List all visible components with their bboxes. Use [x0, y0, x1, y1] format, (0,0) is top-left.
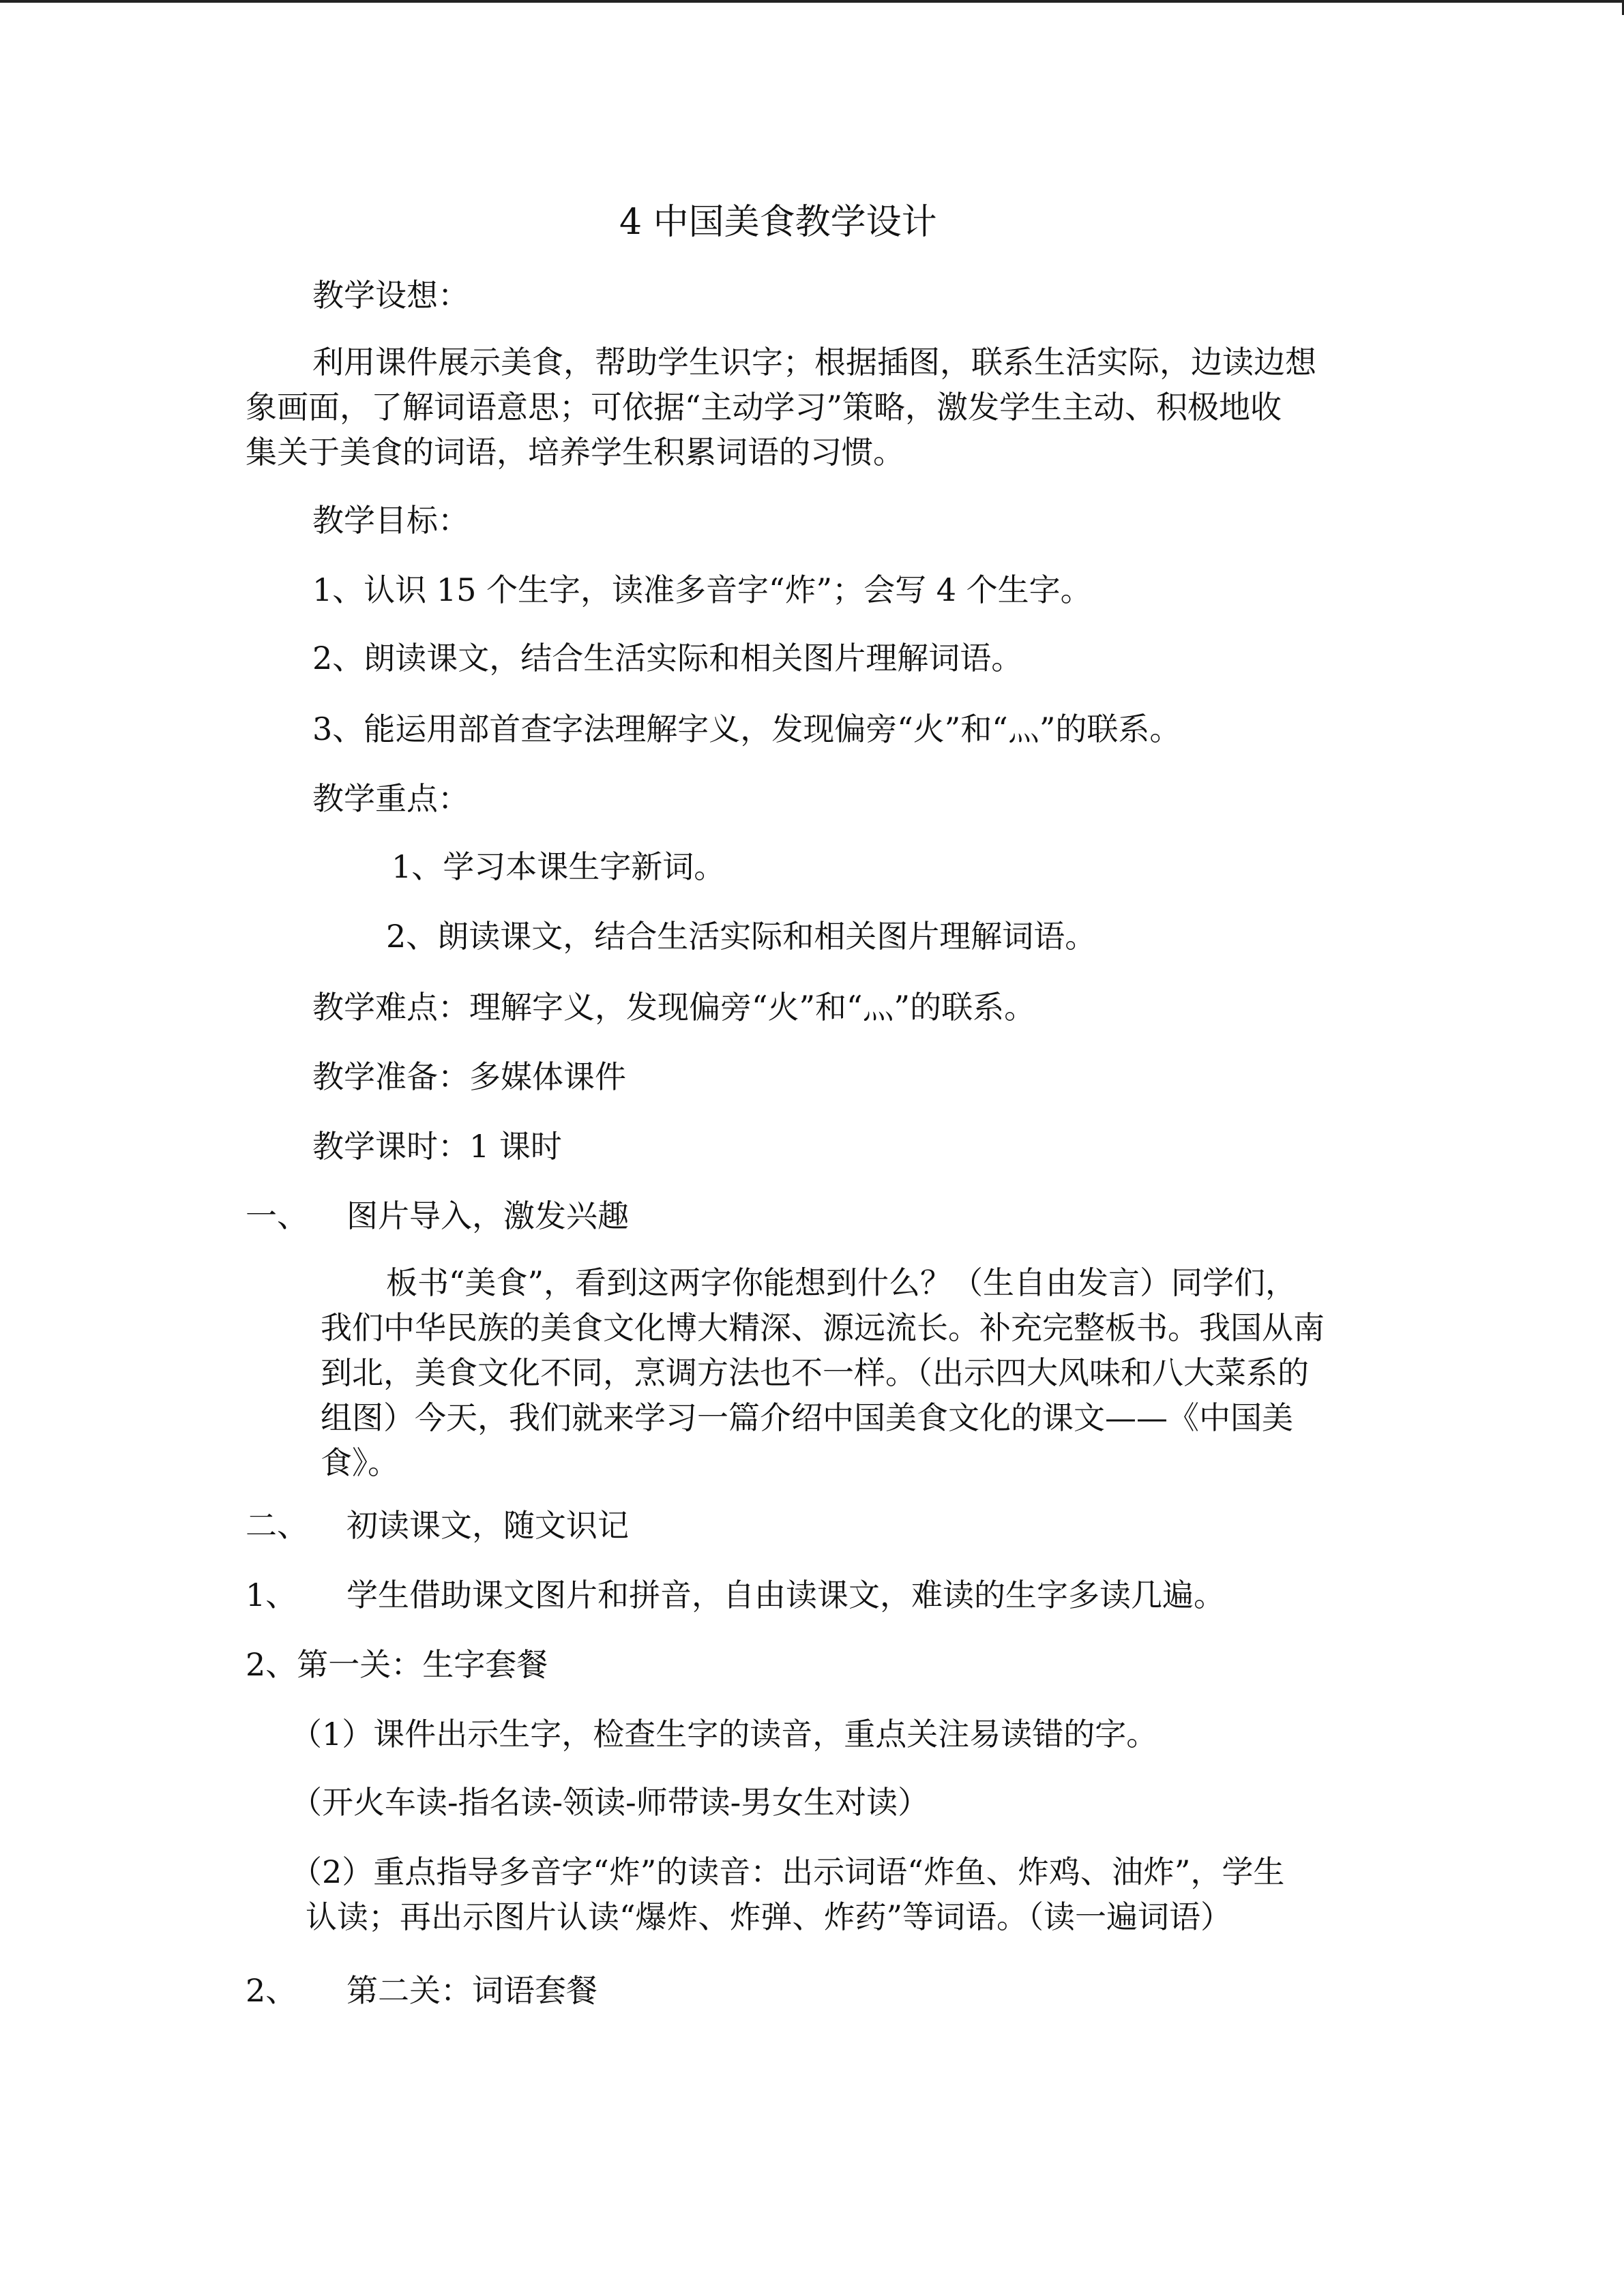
key-point-1: 1、学习本课生字新词。 — [392, 848, 726, 885]
section-1-number: 一、 — [246, 1197, 308, 1234]
step-2-sub-1-note: （开火车读-指名读-领读-师带读-男女生对读） — [291, 1784, 930, 1821]
goal-item-3: 3、能运用部首查字法理解字义，发现偏旁“火”和“灬”的联系。 — [312, 711, 1181, 747]
section-1-paragraph — [321, 1260, 1325, 1485]
difficulty-line: 教学难点：理解字义，发现偏旁“火”和“灬”的联系。 — [312, 989, 1036, 1026]
section-1-line-3: 到北，美食文化不同，烹调方法也不一样。（出示四大风味和八大菜系的 — [321, 1354, 1309, 1391]
key-point-2: 2、朗读课文，结合生活实际和相关图片理解词语。 — [386, 918, 1097, 955]
step-2-sub-2-line-1: （2）重点指导多音字“炸”的读音：出示词语“炸鱼、炸鸡、油炸”，学生 — [291, 1853, 1285, 1890]
goal-item-1: 1、认识 15 个生字，读准多音字“炸”；会写 4 个生字。 — [312, 571, 1092, 608]
preparation-line: 教学准备：多媒体课件 — [312, 1058, 626, 1095]
key-points-heading: 教学重点： — [312, 780, 469, 817]
top-border-line — [0, 0, 1624, 3]
step-2-sub-1: （1）课件出示生字，检查生字的读音，重点关注易读错的字。 — [291, 1716, 1158, 1753]
section-1-line-2: 我们中华民族的美食文化博大精深、源远流长。补充完整板书。我国从南 — [321, 1309, 1325, 1346]
step-1-number: 1、 — [246, 1577, 297, 1613]
step-3-text: 第二关：词语套餐 — [346, 1972, 597, 2009]
document-title: 4 中国美食教学设计 — [619, 202, 937, 243]
section-1-title: 图片导入，激发兴趣 — [346, 1197, 629, 1234]
section-1-line-5: 食》。 — [321, 1444, 399, 1481]
idea-paragraph — [246, 340, 1316, 475]
section-2-number: 二、 — [246, 1507, 308, 1544]
goal-item-2: 2、朗读课文，结合生活实际和相关图片理解词语。 — [312, 640, 1023, 676]
goals-heading: 教学目标： — [312, 502, 469, 539]
step-2-sub-2 — [291, 1849, 1284, 1939]
section-1-line-1: 板书“美食”，看到这两字你能想到什么？（生自由发言）同学们， — [386, 1264, 1297, 1301]
section-1-line-4: 组图）今天，我们就来学习一篇介绍中国美食文化的课文——《中国美 — [321, 1399, 1293, 1436]
step-3-number: 2、 — [246, 1972, 297, 2009]
hours-line: 教学课时：1 课时 — [312, 1128, 562, 1165]
idea-line-3: 集关于美食的词语，培养学生积累词语的习惯。 — [246, 434, 904, 471]
step-2-heading: 2、第一关：生字套餐 — [246, 1646, 548, 1683]
section-2-title: 初读课文，随文识记 — [346, 1507, 629, 1544]
idea-heading: 教学设想： — [312, 277, 469, 314]
idea-line-1: 利用课件展示美食，帮助学生识字；根据插图，联系生活实际，边读边想 — [312, 344, 1316, 381]
step-2-sub-2-line-2: 认读；再出示图片认读“爆炸、炸弹、炸药”等词语。（读一遍词语） — [306, 1898, 1232, 1935]
idea-line-2: 象画面，了解词语意思；可依据“主动学习”策略，激发学生主动、积极地收 — [246, 389, 1282, 426]
step-1-text: 学生借助课文图片和拼音，自由读课文，难读的生字多读几遍。 — [346, 1577, 1225, 1613]
